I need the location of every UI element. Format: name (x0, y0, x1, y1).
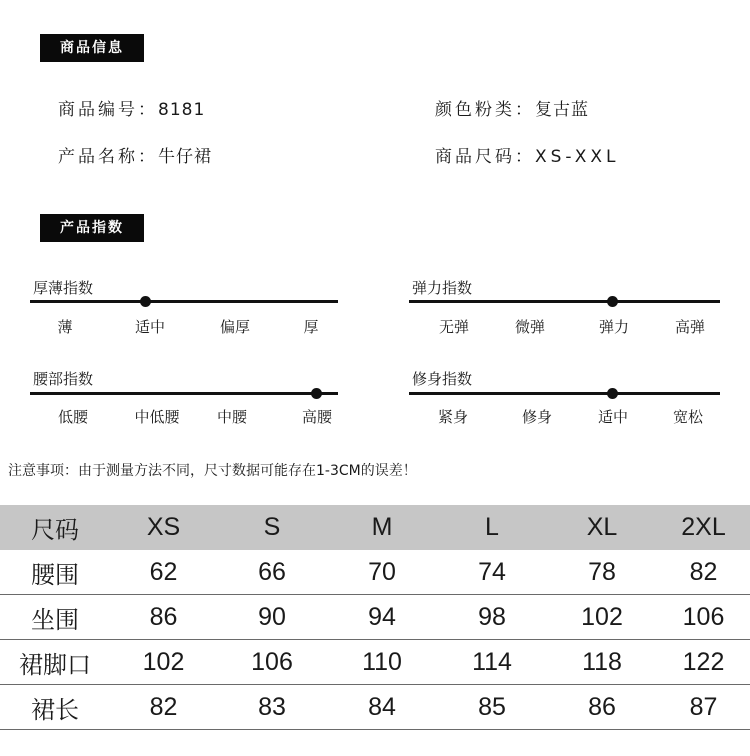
product-name-label: 产品名称： (58, 147, 158, 167)
table-cell: 106 (217, 640, 327, 685)
color-value: 复古蓝 (535, 100, 589, 120)
table-row (0, 685, 750, 730)
fit-scale-marker (607, 388, 618, 399)
table-cell: 90 (217, 595, 327, 640)
product-size-field (435, 142, 620, 167)
elasticity-option: 高弹 (674, 318, 706, 336)
row-label-cell: 坐围 (0, 595, 110, 640)
fit-option: 紧身 (437, 408, 469, 426)
size-header-cell: S (217, 505, 327, 550)
table-cell: 98 (437, 595, 547, 640)
waist-option: 低腰 (57, 408, 89, 426)
size-header-cell: XS (110, 505, 217, 550)
table-cell: 86 (547, 685, 657, 730)
table-cell: 102 (547, 595, 657, 640)
fit-option: 宽松 (672, 408, 704, 426)
table-cell: 62 (110, 550, 217, 595)
thickness-scale-marker (140, 296, 151, 307)
size-header-cell: M (327, 505, 437, 550)
color-label: 颜色粉类： (435, 100, 535, 120)
table-row (0, 640, 750, 685)
table-cell: 102 (110, 640, 217, 685)
row-label-cell: 裙长 (0, 685, 110, 730)
size-header-cell: XL (547, 505, 657, 550)
table-row (0, 595, 750, 640)
table-cell: 86 (110, 595, 217, 640)
product-index-header: 产品指数 (40, 214, 144, 242)
product-number-label: 商品编号： (58, 100, 158, 120)
thickness-scale-title: 厚薄指数 (33, 279, 94, 297)
product-number-value: 8181 (158, 100, 206, 120)
row-label-cell: 裙脚口 (0, 640, 110, 685)
waist-scale-title: 腰部指数 (33, 370, 94, 388)
table-cell: 70 (327, 550, 437, 595)
table-cell: 110 (327, 640, 437, 685)
thickness-option: 适中 (134, 318, 166, 336)
table-cell: 83 (217, 685, 327, 730)
table-cell: 106 (657, 595, 750, 640)
table-cell: 66 (217, 550, 327, 595)
table-cell: 87 (657, 685, 750, 730)
fit-scale-title: 修身指数 (412, 370, 473, 388)
product-size-label: 商品尺码： (435, 147, 535, 167)
measurement-note: 注意事项：由于测量方法不同，尺寸数据可能存在1-3CM的误差！ (8, 463, 417, 479)
fit-option: 适中 (597, 408, 629, 426)
table-cell: 74 (437, 550, 547, 595)
product-number-field (58, 95, 205, 120)
elasticity-scale-line (409, 300, 720, 303)
table-cell: 78 (547, 550, 657, 595)
product-name-value: 牛仔裙 (158, 147, 212, 167)
table-cell: 82 (110, 685, 217, 730)
thickness-option: 偏厚 (219, 318, 251, 336)
waist-option: 中腰 (216, 408, 248, 426)
table-row (0, 550, 750, 595)
table-cell: 94 (327, 595, 437, 640)
elasticity-option: 弹力 (598, 318, 630, 336)
row-label-cell: 腰围 (0, 550, 110, 595)
thickness-scale-line (30, 300, 338, 303)
size-table (0, 505, 750, 730)
thickness-option: 薄 (57, 318, 73, 336)
product-info-header: 商品信息 (40, 34, 144, 62)
table-cell: 114 (437, 640, 547, 685)
table-cell: 85 (437, 685, 547, 730)
fit-option: 修身 (521, 408, 553, 426)
table-cell: 122 (657, 640, 750, 685)
product-name-field (58, 142, 212, 167)
elasticity-option: 微弹 (514, 318, 546, 336)
elasticity-option: 无弹 (438, 318, 470, 336)
size-header-cell: L (437, 505, 547, 550)
waist-scale-marker (311, 388, 322, 399)
waist-scale-line (30, 392, 338, 395)
waist-option: 高腰 (301, 408, 333, 426)
size-table-header-row (0, 505, 750, 550)
color-field (435, 95, 589, 120)
product-size-value: XS-XXL (535, 147, 620, 167)
fit-scale-line (409, 392, 720, 395)
table-cell: 118 (547, 640, 657, 685)
size-header-cell: 2XL (657, 505, 750, 550)
waist-option: 中低腰 (134, 408, 180, 426)
table-cell: 82 (657, 550, 750, 595)
elasticity-scale-marker (607, 296, 618, 307)
thickness-option: 厚 (303, 318, 319, 336)
table-cell: 84 (327, 685, 437, 730)
size-header-cell: 尺码 (0, 505, 110, 550)
elasticity-scale-title: 弹力指数 (412, 279, 473, 297)
